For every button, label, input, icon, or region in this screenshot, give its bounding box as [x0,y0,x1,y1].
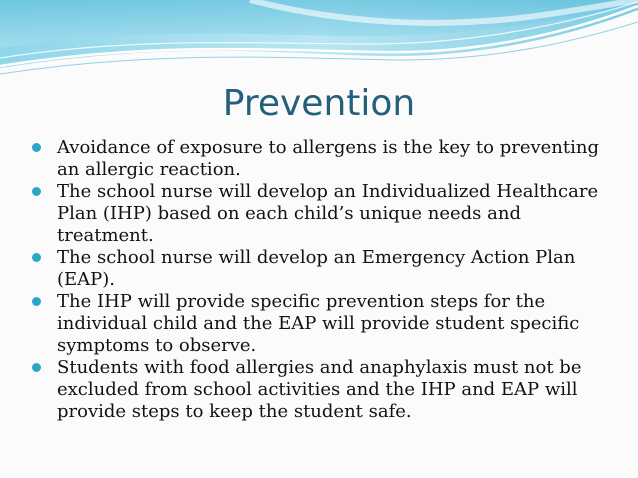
bullet-dot-icon [32,297,41,306]
bullet-dot-icon [32,363,41,372]
bullet-dot-icon [32,187,41,196]
bullet-text: Avoidance of exposure to allergens is the key to preventing an allergic reaction. [57,137,600,180]
bullet-text: The IHP will provide specific prevention steps for the individual child and the EAP will provide student specific symptoms to observe. [57,291,580,356]
bullet-text: The school nurse will develop an Individualized Healthcare Plan (IHP) based on each child’s unique needs and treatment. [57,181,599,246]
bullet-text: The school nurse will develop an Emergency Action Plan (EAP). [57,247,576,290]
list-item [30,291,620,357]
slide-title: Prevention [222,83,416,124]
bullet-text: Students with food allergies and anaphylaxis must not be excluded from school activities and the IHP and EAP will provide steps to keep the student safe. [57,357,582,422]
header-wave-decoration [0,0,638,80]
bullet-dot-icon [32,143,41,152]
list-item [30,137,620,181]
list-item [30,181,620,247]
bullet-list [30,137,620,423]
bullet-dot-icon [32,253,41,262]
list-item [30,357,620,423]
list-item [30,247,620,291]
